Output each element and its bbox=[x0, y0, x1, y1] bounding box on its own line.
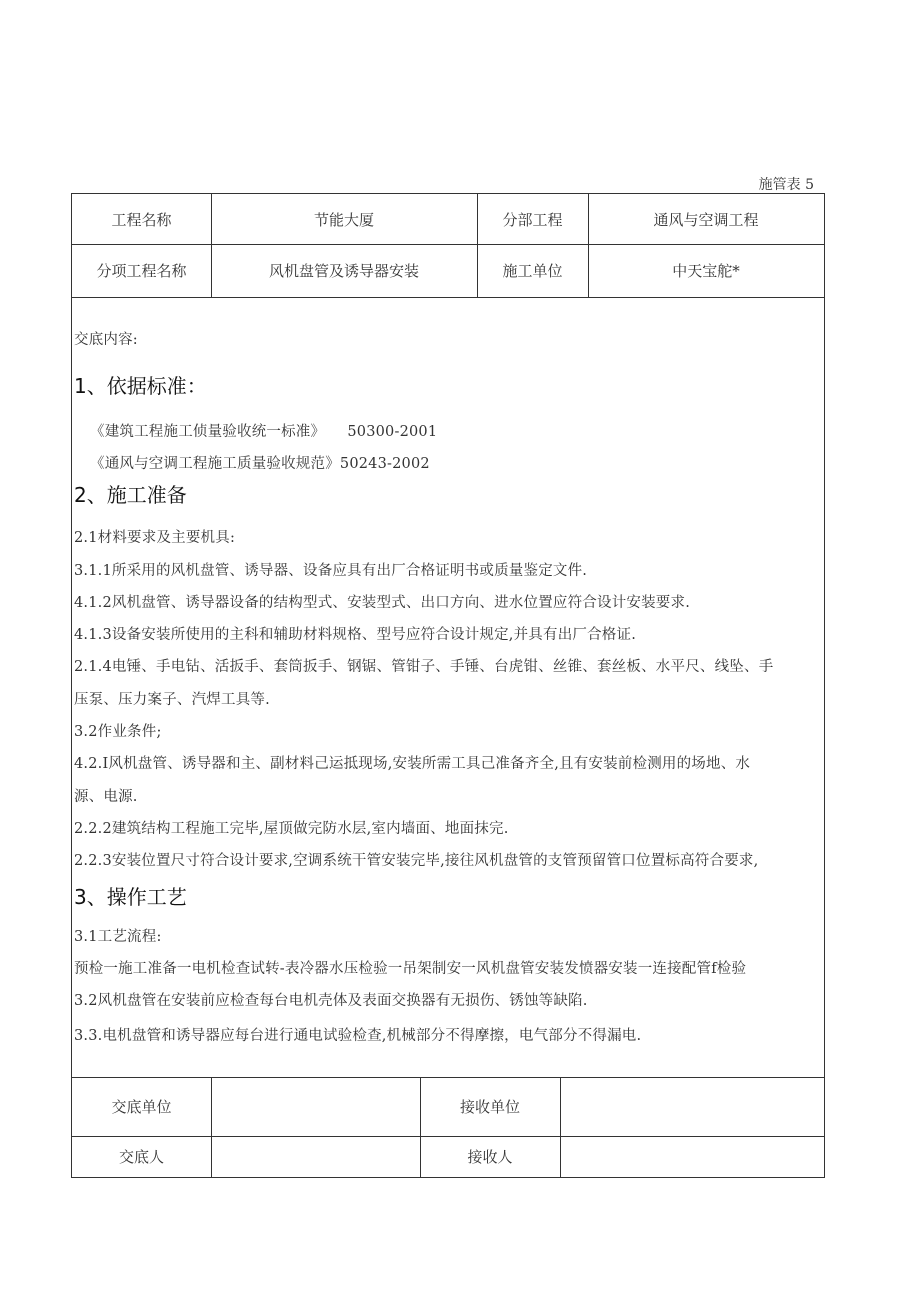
section-2-line: 3.2作业条件; bbox=[74, 724, 162, 740]
section-2-line: 压泵、压力案子、汽焊工具等. bbox=[74, 692, 270, 708]
section-2-line: 4.1.2风机盘管、诱导器设备的结构型式、安装型式、出口方向、进水位置应符合设计安装要求. bbox=[74, 595, 690, 611]
section-1-title: 1、依据标准： bbox=[74, 374, 207, 398]
header-bottom-border bbox=[72, 297, 824, 298]
contractor-label: 施工单位 bbox=[502, 262, 563, 280]
standard-item: 《通风与空调工程施工质量验收规范》50243-2002 bbox=[90, 456, 430, 472]
project-name-value: 节能大厦 bbox=[313, 210, 374, 229]
section-2-line: 源、电源. bbox=[74, 789, 138, 805]
receiver-unit-label: 接收单位 bbox=[459, 1098, 520, 1116]
section-2-line: 2.1材料要求及主要机具: bbox=[74, 530, 236, 546]
project-name-label: 工程名称 bbox=[111, 210, 172, 229]
discloser-unit-label: 交底单位 bbox=[111, 1098, 172, 1116]
receiver-unit-value[interactable] bbox=[560, 1077, 824, 1136]
section-2-title: 2、施工准备 bbox=[74, 483, 187, 507]
disclosure-form bbox=[71, 193, 825, 1178]
subitem-name-value: 风机盘管及诱导器安装 bbox=[268, 262, 419, 280]
discloser-person-label: 交底人 bbox=[118, 1148, 164, 1166]
intro-label: 交底内容: bbox=[74, 332, 138, 348]
section-3-line: 3.1工艺流程: bbox=[74, 929, 162, 945]
discloser-person-value[interactable] bbox=[211, 1136, 420, 1177]
section-2-line: 4.2.I风机盘管、诱导器和主、副材料己运抵现场,安装所需工具己准备齐全,且有安装前检测用的场地、水 bbox=[74, 756, 751, 772]
contractor-value: 中天宝舵* bbox=[672, 262, 740, 280]
section-2-line: 2.1.4电锤、手电钻、活扳手、套筒扳手、钢锯、管钳子、手锤、台虎钳、丝锥、套丝板、水平尺、线坠、手 bbox=[74, 659, 774, 675]
section-3-title: 3、操作工艺 bbox=[74, 885, 187, 909]
receiver-person-label: 接收人 bbox=[467, 1148, 513, 1166]
section-3-line: 预检一施工准备一电机检查试转-表冷器水压检验一吊架制安一风机盘管安装发愤器安装一连接配管f检验 bbox=[74, 961, 747, 977]
discloser-unit-value[interactable] bbox=[211, 1077, 420, 1136]
section-2-line: 3.1.1所采用的风机盘管、诱导器、设备应具有出厂合格证明书或质量鉴定文件. bbox=[74, 563, 588, 579]
division-label: 分部工程 bbox=[502, 210, 563, 229]
form-number: 施管表 5 bbox=[758, 177, 814, 193]
standard-item: 《建筑工程施工侦量验收统一标准》 50300-2001 bbox=[90, 424, 438, 440]
section-3-line: 3.2风机盘管在安装前应检查每台电机壳体及表面交换器有无损伤、锈蚀等缺陷. bbox=[74, 993, 588, 1009]
subitem-name-label: 分项工程名称 bbox=[96, 262, 187, 280]
section-2-line: 2.2.3安装位置尺寸符合设计要求,空调系统干管安装完毕,接往风机盘管的支管预留管口位置标高符合要求, bbox=[74, 853, 759, 869]
division-value: 通风与空调工程 bbox=[653, 210, 759, 229]
receiver-person-value[interactable] bbox=[560, 1136, 824, 1177]
section-3-line: 3.3.电机盘管和诱导器应每台进行通电试验检查,机械部分不得摩擦，电气部分不得漏电. bbox=[74, 1028, 642, 1044]
section-2-line: 4.1.3设备安装所使用的主科和辅助材料规格、型号应符合设计规定,并具有出厂合格证. bbox=[74, 627, 637, 643]
section-2-line: 2.2.2建筑结构工程施工完毕,屋顶做完防水层,室内墙面、地面抹完. bbox=[74, 821, 509, 837]
